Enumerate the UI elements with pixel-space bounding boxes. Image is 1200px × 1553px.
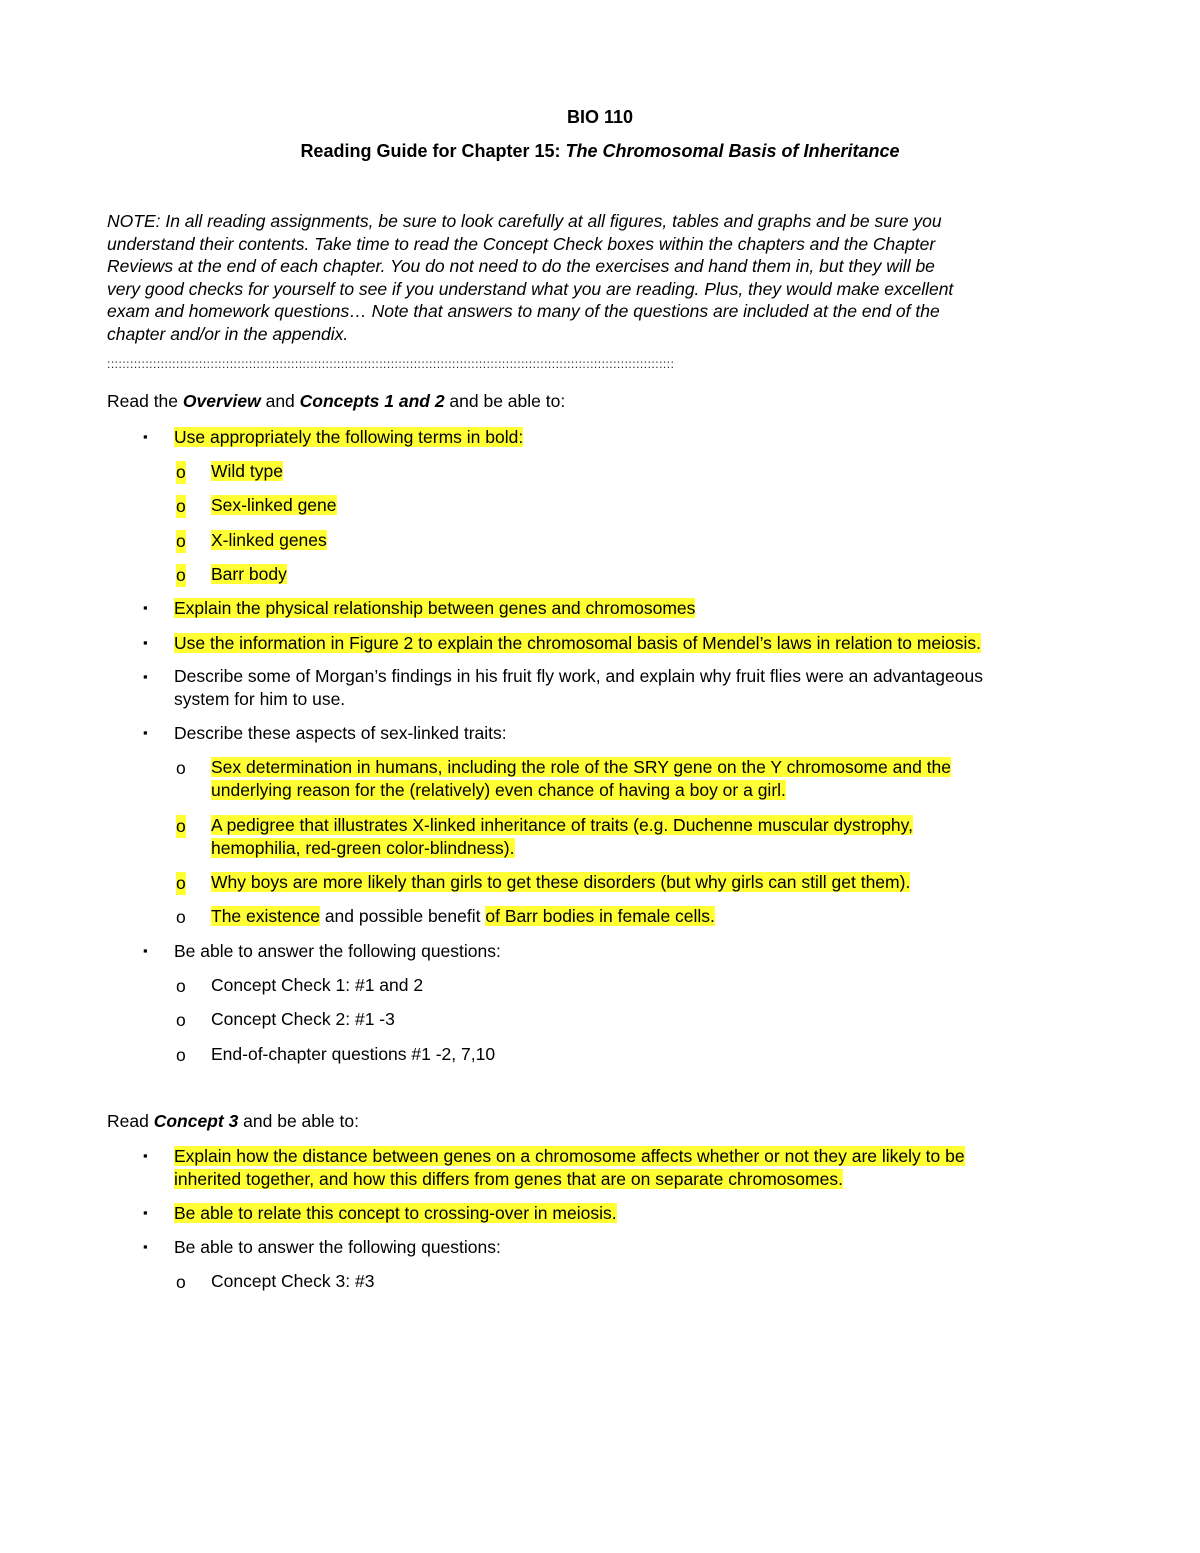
bullet-icon: ▪ (143, 1148, 148, 1163)
note-line: understand their contents. Take time to read the Concept Check boxes within the chapters and the Chapter (107, 233, 936, 254)
aspect-text: underlying reason for the (relatively) even chance of having a boy or a girl. (211, 779, 786, 800)
aspect-text: A pedigree that illustrates X-linked inheritance of traits (e.g. Duchenne muscular dystrophy, (211, 815, 913, 835)
question-item: Concept Check 2: #1 -3 (211, 1009, 395, 1029)
lead-text: Read the (107, 391, 183, 411)
reading-note (107, 210, 1067, 346)
term-item (211, 460, 283, 483)
sub-bullet-icon: o (176, 1010, 186, 1030)
bullet-icon: ▪ (143, 429, 148, 444)
lead-text: and be able to: (238, 1111, 359, 1131)
sub-bullet-icon: o (176, 531, 186, 551)
bullet-icon: ▪ (143, 669, 148, 684)
objective-text: Explain how the distance between genes on a chromosome affects whether or not they are likely to be (174, 1146, 965, 1166)
term-item (211, 494, 337, 517)
bullet-icon: ▪ (143, 1239, 148, 1254)
objective-item (174, 1236, 501, 1259)
separator-line: :::::::::::::::::::::::::::::::::::::::::::::::::::::::::::::::::::::::::::::::::::::::::::::::::::::::::::::::::::::::::::::::::::::::::::::::::::: (107, 357, 675, 371)
sub-bullet-icon: o (176, 907, 186, 927)
objective-text: system for him to use. (174, 688, 346, 709)
note-line: very good checks for yourself to see if you understand what you are reading. Plus, they would make excellent (107, 278, 954, 299)
document-title (0, 141, 1200, 162)
objective-text: Describe some of Morgan’s findings in his fruit fly work, and explain why fruit flies were an advantageous (174, 666, 983, 686)
aspect-text: Sex determination in humans, including the role of the SRY gene on the Y chromosome and the (211, 757, 952, 777)
objective-item (174, 597, 695, 620)
term-text: X-linked genes (211, 530, 327, 550)
term-text: Wild type (211, 461, 283, 481)
aspect-text: Why boys are more likely than girls to get these disorders (but why girls can still get them). (211, 872, 911, 892)
section2-lead (107, 1110, 359, 1133)
note-line: Reviews at the end of each chapter. You do not need to do the exercises and hand them in, but they will be (107, 256, 935, 277)
objective-item (174, 940, 501, 963)
bullet-icon: ▪ (143, 635, 148, 650)
note-line: NOTE: In all reading assignments, be sure to look carefully at all figures, tables and graphs and be sure you (107, 211, 942, 231)
objective-item (174, 1202, 617, 1225)
objective-text: Be able to relate this concept to crossing-over in meiosis. (174, 1203, 617, 1223)
objective-item (174, 632, 981, 655)
lead-emphasis: Concept 3 (153, 1111, 239, 1131)
term-text: Barr body (211, 564, 287, 584)
aspect-item (211, 756, 951, 801)
sub-bullet-icon: o (176, 462, 186, 482)
note-line: exam and homework questions… Note that answers to many of the questions are included at the end of the (107, 301, 940, 322)
objective-text: Use appropriately the following terms in bold: (174, 427, 524, 447)
sub-bullet-icon: o (176, 976, 186, 996)
aspect-text: and possible benefit (319, 906, 486, 926)
sub-bullet-icon: o (176, 1045, 186, 1065)
objective-text: inherited together, and how this differs from genes that are on separate chromosomes. (174, 1168, 843, 1189)
objective-text: Be able to answer the following questions: (174, 1237, 501, 1257)
question-item: End-of-chapter questions #1 -2, 7,10 (211, 1044, 496, 1064)
course-code: BIO 110 (566, 107, 634, 127)
aspect-text: of Barr bodies in female cells. (485, 906, 715, 926)
bullet-icon: ▪ (143, 1205, 148, 1220)
sub-bullet-icon: o (176, 758, 186, 778)
objective-text: Use the information in Figure 2 to explain the chromosomal basis of Mendel’s laws in relation to meiosis. (174, 633, 982, 653)
title-italic: The Chromosomal Basis of Inheritance (565, 141, 900, 161)
objective-text: Explain the physical relationship between genes and chromosomes (174, 598, 696, 618)
lead-emphasis: Overview (182, 391, 261, 411)
term-item (211, 529, 327, 552)
lead-text: and (260, 391, 300, 411)
aspect-item (211, 905, 715, 928)
aspect-text: The existence (211, 906, 320, 926)
section1-lead (107, 390, 565, 413)
sub-bullet-icon: o (176, 565, 186, 585)
lead-text: and be able to: (444, 391, 566, 411)
term-text: Sex-linked gene (211, 495, 337, 515)
aspect-item (211, 814, 913, 859)
sub-bullet-icon: o (176, 873, 186, 893)
objective-text: Be able to answer the following questions: (174, 941, 501, 961)
sub-bullet-icon: o (176, 816, 186, 836)
objective-text: Describe these aspects of sex-linked traits: (174, 723, 507, 743)
term-item (211, 563, 287, 586)
question-item: Concept Check 3: #3 (211, 1271, 375, 1291)
objective-item (174, 665, 983, 710)
title-prefix: Reading Guide for Chapter 15: (300, 141, 566, 161)
bullet-icon: ▪ (143, 943, 148, 958)
aspect-text: hemophilia, red-green color-blindness). (211, 837, 515, 858)
objective-item (174, 722, 507, 745)
bullet-icon: ▪ (143, 725, 148, 740)
sub-bullet-icon: o (176, 1272, 186, 1292)
question-item: Concept Check 1: #1 and 2 (211, 975, 424, 995)
objective-item (174, 1145, 965, 1190)
lead-text: Read (107, 1111, 154, 1131)
note-line: chapter and/or in the appendix. (107, 323, 349, 344)
sub-bullet-icon: o (176, 496, 186, 516)
aspect-item (211, 871, 910, 894)
lead-emphasis: Concepts 1 and 2 (299, 391, 445, 411)
bullet-icon: ▪ (143, 600, 148, 615)
objective-item (174, 426, 523, 449)
